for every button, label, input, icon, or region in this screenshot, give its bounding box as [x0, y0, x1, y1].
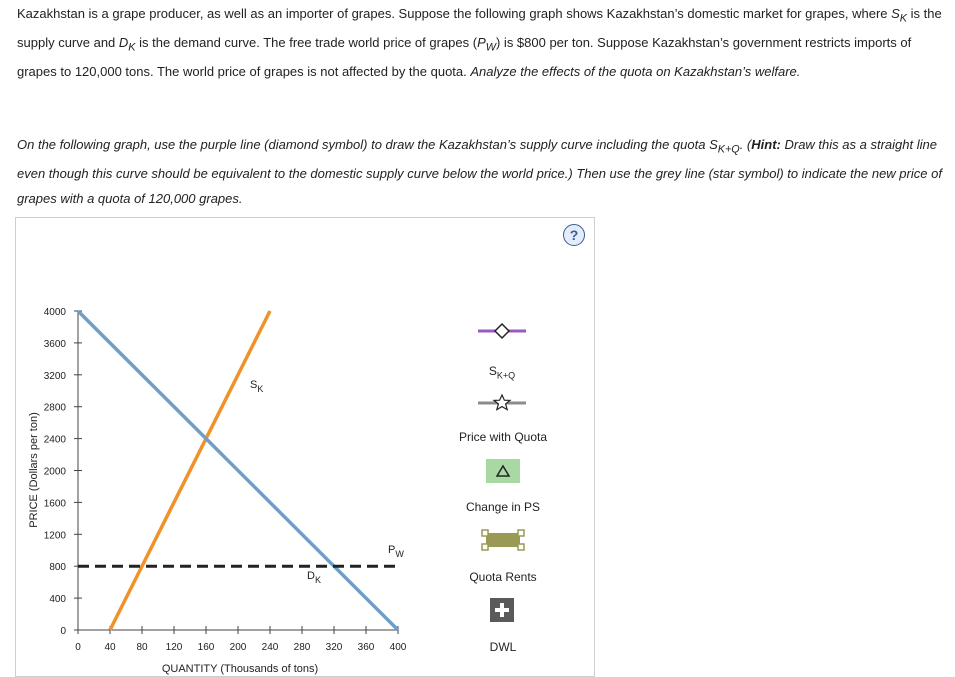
x-tick-label: 280 [293, 642, 311, 653]
x-tick-label: 160 [197, 642, 215, 653]
x-tick-label: 120 [165, 642, 183, 653]
x-tick-label: 40 [104, 642, 116, 653]
series-label-p-w: $P_W$ [388, 544, 404, 559]
purple-diamond-line-tool[interactable] [476, 320, 528, 342]
y-tick-label: 2400 [43, 434, 66, 446]
series-label-s-k: $S_K$ [250, 379, 264, 394]
y-tick-label: 400 [49, 594, 66, 606]
y-tick-label: 1600 [43, 498, 66, 510]
grey-star-line-tool[interactable] [476, 392, 528, 414]
x-tick-label: 200 [229, 642, 247, 653]
x-tick-label: 0 [75, 642, 81, 653]
y-tick-label: 0 [60, 626, 66, 637]
dwl-label: DWL [489, 640, 517, 654]
triangle-icon [486, 459, 520, 483]
y-tick-label: 2000 [43, 466, 66, 478]
series-label-d-k: $D_K$ [307, 570, 321, 585]
quota-rents-label: Quota Rents [469, 570, 537, 584]
x-axis-label: QUANTITY (Thousands of tons) [161, 663, 319, 675]
y-tick-label: 4000 [43, 307, 66, 318]
y-tick-label: 800 [49, 562, 66, 574]
series-line-s-k [110, 311, 270, 630]
plus-icon [490, 598, 514, 622]
dwl-area-tool[interactable] [490, 598, 514, 622]
x-tick-label: 240 [261, 642, 279, 653]
olive-area-tool[interactable] [480, 528, 526, 552]
x-tick-label: 360 [357, 642, 375, 653]
x-tick-label: 400 [389, 642, 407, 653]
star-icon [476, 392, 528, 414]
y-tick-label: 2800 [43, 402, 66, 414]
skq-legend-label: $S_{K+Q}$ [488, 364, 516, 381]
chart-axes [44, 307, 407, 653]
chart-series [78, 311, 404, 630]
series-line-d-k [78, 311, 398, 630]
help-icon[interactable]: ? [563, 224, 585, 246]
y-tick-label: 3200 [43, 370, 66, 382]
question-intro: Kazakhstan is a grape producer, as well as an importer of grapes. Suppose the following graph shows Kazakhstan’s domestic market for grapes, where $S_K$ is the supply curve and $D_K$ is the demand curve. The free trade world price of grapes $(P_W)$ is $800 per ton. Suppose Kazakhstan’s government restricts imports of grapes to 120,000 tons. The world price of grapes is not affected by the quota. Analyze the effects of the quota on Kazakhstan’s welfare. [17, 6, 942, 80]
diamond-icon [476, 320, 528, 342]
x-tick-label: 320 [325, 642, 343, 653]
y-axis-label: PRICE (Dollars per ton) [28, 412, 40, 528]
olive-area-icon [480, 528, 526, 552]
price-with-quota-label: Price with Quota [458, 430, 548, 444]
y-tick-label: 3600 [43, 338, 66, 350]
instructions: On the following graph, use the purple line (diamond symbol) to draw the Kazakhstan’s supply curve including the quota $S_{K+Q}$. (Hint: Draw this as a straight line even though this curve should be equivalent to the domestic supply curve below the world price.) Then use the grey line (star symbol) to indicate the new price of grapes with a quota of 120,000 grapes. [17, 137, 942, 206]
change-in-ps-label: Change in PS [465, 500, 541, 514]
green-triangle-area-tool[interactable] [486, 459, 520, 483]
y-tick-label: 1200 [43, 530, 66, 542]
x-tick-label: 80 [136, 642, 148, 653]
